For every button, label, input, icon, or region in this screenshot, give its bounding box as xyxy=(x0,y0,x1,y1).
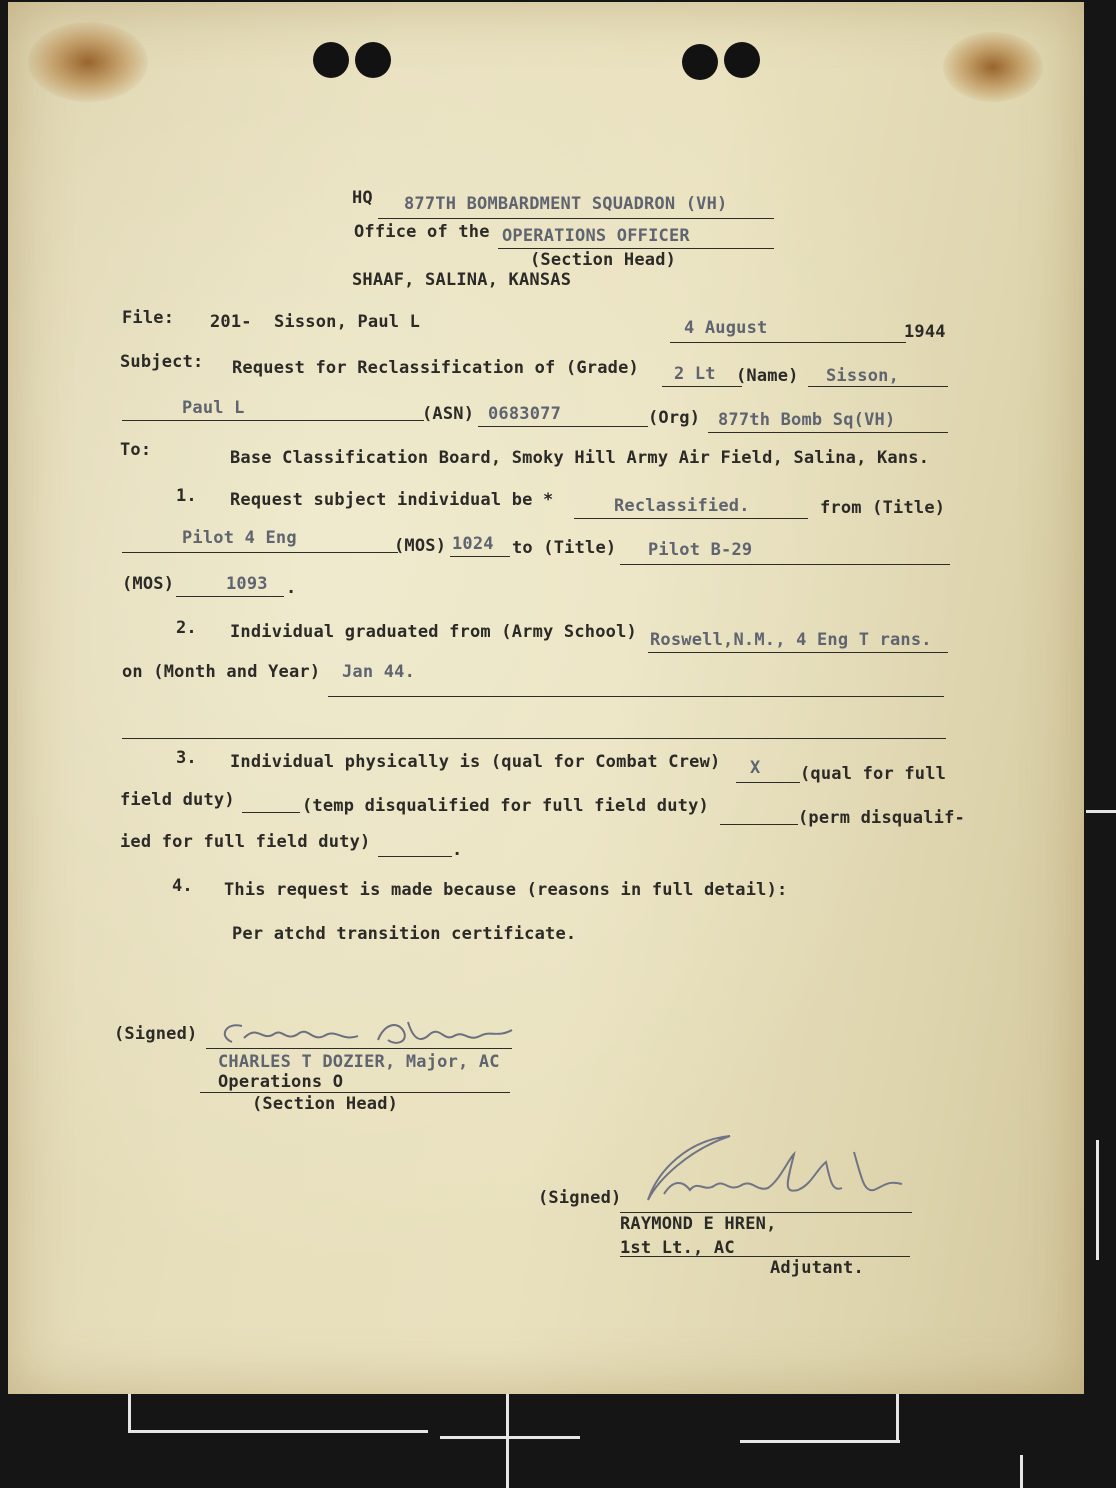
mos-from-underline xyxy=(450,556,510,557)
punch-hole xyxy=(682,44,718,80)
name-cont-underline xyxy=(122,420,424,421)
combat-underline xyxy=(736,782,800,783)
perm-underline xyxy=(378,856,452,857)
signed-label-1: (Signed) xyxy=(114,1024,198,1044)
perm-1: (perm disqualif- xyxy=(798,808,965,828)
document-page xyxy=(8,2,1084,1394)
qual-full-1: (qual for full xyxy=(800,764,947,784)
rust-stain xyxy=(943,32,1043,102)
signature-dozier xyxy=(208,1012,518,1056)
to-title-label: to (Title) xyxy=(512,538,617,558)
punch-hole xyxy=(355,42,391,78)
on-label: on (Month and Year) xyxy=(122,662,321,682)
backdrop-guide-line xyxy=(896,1394,899,1442)
backdrop-guide-line xyxy=(740,1440,900,1443)
rust-stain xyxy=(28,22,148,102)
location: SHAAF, SALINA, KANSAS xyxy=(352,270,572,290)
signer1-name: CHARLES T DOZIER, Major, AC xyxy=(218,1052,500,1072)
file-number: 201- xyxy=(210,312,252,332)
name-value-1: Sisson, xyxy=(826,366,900,386)
backdrop-guide-line xyxy=(1096,1140,1099,1260)
office-prefix: Office of the xyxy=(354,222,490,242)
para1-from-label: from (Title) xyxy=(820,498,946,518)
para3-number: 3. xyxy=(176,748,197,768)
office-underline xyxy=(498,248,774,249)
signer2-name: RAYMOND E HREN, xyxy=(620,1214,777,1234)
section-head-label: (Section Head) xyxy=(530,250,677,270)
school-underline xyxy=(648,652,948,653)
para4-number: 4. xyxy=(172,876,193,896)
file-date: 4 August xyxy=(684,318,768,338)
para3-period: . xyxy=(452,840,463,860)
mos2-label: (MOS) xyxy=(122,574,175,594)
para1-period: . xyxy=(286,578,297,598)
signed-label-2: (Signed) xyxy=(538,1188,622,1208)
signer2-title: Adjutant. xyxy=(770,1258,864,1278)
para2-text: Individual graduated from (Army School) xyxy=(230,622,637,642)
subject-label: Subject: xyxy=(120,352,204,372)
office-name: OPERATIONS OFFICER xyxy=(502,226,690,246)
from-title-underline xyxy=(122,552,398,553)
from-title: Pilot 4 Eng xyxy=(182,528,297,548)
backdrop-guide-line xyxy=(128,1430,428,1433)
punch-hole xyxy=(313,42,349,78)
perm-2: ied for full field duty) xyxy=(120,832,371,852)
temp-disqualified: (temp disqualified for full field duty) xyxy=(302,796,709,816)
to-title-underline xyxy=(620,564,950,565)
signature-hren xyxy=(618,1130,918,1220)
combat-mark: X xyxy=(750,758,761,778)
asn-value: 0683077 xyxy=(488,404,562,424)
mos-from: 1024 xyxy=(452,534,494,554)
school-value: Roswell,N.M., 4 Eng T rans. xyxy=(650,630,932,650)
month-year-value: Jan 44. xyxy=(342,662,416,682)
file-name: Sisson, Paul L xyxy=(274,312,421,332)
asn-label: (ASN) xyxy=(422,404,475,424)
para2-number: 2. xyxy=(176,618,197,638)
grade-value: 2 Lt xyxy=(674,364,716,384)
signer1-title-underline xyxy=(200,1092,510,1093)
date-underline xyxy=(670,342,906,343)
qual-full-2: field duty) xyxy=(120,790,235,810)
action-underline xyxy=(574,518,808,519)
mos-to: 1093 xyxy=(226,574,268,594)
signature1-underline xyxy=(206,1048,512,1049)
to-label: To: xyxy=(120,440,152,460)
para4-reason: Per atchd transition certificate. xyxy=(232,924,577,944)
temp-underline xyxy=(720,824,798,825)
para1-action: Reclassified. xyxy=(614,496,750,516)
org-value: 877th Bomb Sq(VH) xyxy=(718,410,896,430)
extra-blank-line xyxy=(122,738,946,739)
subject-text: Request for Reclassification of (Grade) xyxy=(232,358,639,378)
org-label: (Org) xyxy=(648,408,701,428)
signer1-title: Operations O xyxy=(218,1072,344,1092)
backdrop-guide-line xyxy=(1086,810,1116,813)
month-year-underline xyxy=(328,696,944,697)
backdrop-guide-line xyxy=(506,1390,509,1488)
name-underline xyxy=(808,386,948,387)
para3-text: Individual physically is (qual for Combat Crew) xyxy=(230,752,721,772)
backdrop-guide-line xyxy=(440,1436,580,1439)
punch-hole xyxy=(724,42,760,78)
asn-underline xyxy=(478,426,648,427)
grade-underline xyxy=(662,386,742,387)
para1-number: 1. xyxy=(176,486,197,506)
unit-name: 877TH BOMBARDMENT SQUADRON (VH) xyxy=(404,194,728,214)
para4-text: This request is made because (reasons in full detail): xyxy=(224,880,788,900)
hq-prefix: HQ xyxy=(352,188,373,208)
signer1-section: (Section Head) xyxy=(252,1094,399,1114)
mos-label: (MOS) xyxy=(394,536,447,556)
backdrop-guide-line xyxy=(1020,1455,1023,1488)
para1-text: Request subject individual be * xyxy=(230,490,554,510)
to-title: Pilot B-29 xyxy=(648,540,753,560)
org-underline xyxy=(708,432,948,433)
name-value-2: Paul L xyxy=(182,398,245,418)
signature2-underline xyxy=(620,1212,912,1213)
name-label: (Name) xyxy=(736,366,799,386)
file-year: 1944 xyxy=(904,322,946,342)
to-text: Base Classification Board, Smoky Hill Army Air Field, Salina, Kans. xyxy=(230,448,930,468)
signer2-rank: 1st Lt., AC xyxy=(620,1238,735,1258)
unit-underline xyxy=(378,218,774,219)
mos-to-underline xyxy=(176,596,284,597)
signer2-rank-underline xyxy=(620,1256,910,1257)
file-label: File: xyxy=(122,308,175,328)
qual-full-underline xyxy=(242,812,300,813)
